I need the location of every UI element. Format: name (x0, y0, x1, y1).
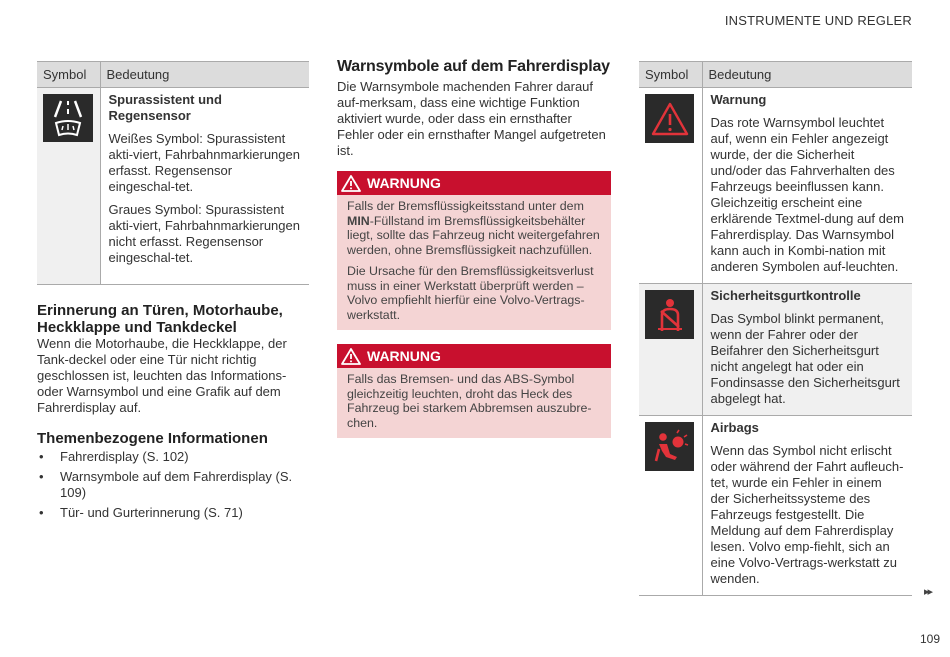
row-title: Warnung (710, 92, 767, 107)
seatbelt-icon (645, 290, 694, 339)
next-page-arrows[interactable]: ▸▸ (924, 586, 932, 598)
warning-text: Die Ursache für den Bremsflüssigkeitsverlust muss in einer Werkstatt überprüft werden – Volvo empfiehlt hierfür eine Volvo-Vertrags-werkstatt. (347, 264, 594, 322)
table-row-empty (37, 274, 309, 284)
col-header-symbol: Symbol (639, 62, 702, 88)
warning-body (337, 368, 611, 438)
related-info-list (37, 449, 309, 521)
table-row (37, 88, 309, 275)
lane-assist-rain-sensor-icon (43, 94, 93, 142)
row-text: Weißes Symbol: Spurassistent akti-viert, Fahrbahnmarkierungen erfasst. Regensensor eingeschal-tet. (108, 131, 300, 194)
row-title: Spurassistent und Regensensor (108, 92, 222, 123)
warning-triangle-icon (645, 94, 694, 143)
warning-text-part: -Füllstand im Bremsflüssigkeitsbehälter liegt, sollte das Fahrzeug nicht weitergefahren werden, ohne Bremsflüssigkeit nachzufüllen. (347, 213, 600, 257)
related-info-heading: Themenbezogene Informationen (37, 429, 268, 447)
related-link-driver-display[interactable]: • Fahrerdisplay (S. 102) (37, 449, 309, 465)
symbol-table-left (37, 61, 309, 285)
warning-text: Falls das Bremsen- und das ABS-Symbol gleichzeitig leuchten, droht das Heck des Fahrzeug bei starkem Abbremsen auszubre-chen. (347, 372, 592, 430)
reminder-heading: Erinnerung an Türen, Motorhaube, Heckklappe und Tankdeckel (37, 301, 283, 336)
warning-box (337, 344, 611, 438)
warning-body (337, 195, 611, 330)
col-header-meaning: Bedeutung (702, 62, 912, 88)
row-text: Graues Symbol: Spurassistent akti-viert, Fahrbahnmarkierungen nicht erfasst. Regensensor eingeschal-tet. (108, 202, 300, 265)
warning-triangle-icon (341, 175, 361, 192)
warning-header (337, 344, 611, 368)
right-column (639, 61, 912, 596)
warning-label: WARNUNG (367, 348, 441, 364)
related-link-door-belt-reminder[interactable]: • Tür- und Gurterinnerung (S. 71) (37, 505, 309, 521)
warning-text-part: Falls der Bremsflüssigkeitsstand unter dem (347, 199, 584, 213)
col-header-symbol: Symbol (37, 62, 100, 88)
left-column (37, 61, 309, 525)
warning-text-bold: MIN (347, 213, 370, 228)
warning-symbols-intro: Die Warnsymbole machenden Fahrer darauf auf-merksam, dass eine wichtige Funktion aktiviert wurde, oder dass ein ernsthafter Fehler oder ein ernsthafter Mangel aufgetreten ist. (337, 79, 606, 158)
warning-box (337, 171, 611, 330)
table-row (639, 284, 912, 416)
warning-header (337, 171, 611, 195)
warning-triangle-icon (341, 348, 361, 365)
row-text: Das Symbol blinkt permanent, wenn der Fahrer oder der Beifahrer den Sicherheitsgurt nicht angelegt hat oder ein Fondinsasse den Sicherheitsgurt abgelegt hat. (710, 311, 900, 406)
col-header-meaning: Bedeutung (100, 62, 309, 88)
reminder-text: Wenn die Motorhaube, die Heckklappe, der Tank-deckel oder eine Tür nicht richtig geschlossen ist, leuchten das Informations- oder Warnsymbol und eine Grafik auf dem Fahrerdisplay auf. (37, 335, 287, 415)
row-text: Wenn das Symbol nicht erlischt oder während der Fahrt aufleuch-tet, wurde ein Fehler in einem der Sicherheitssysteme des Fahrzeugs festgestellt. Die Meldung auf dem Fahrerdisplay lesen. Volvo emp-fiehlt, sich an eine Volvo-Vertrags-werkstatt zu wenden. (710, 443, 904, 586)
page-number: 109 (920, 632, 941, 646)
table-row (639, 88, 912, 284)
row-text: Das rote Warnsymbol leuchtet auf, wenn ein Fehler angezeigt wurde, der die Sicherheit und/oder das Fahrverhalten des Fahrzeugs beeinflussen kann. Gleichzeitig erscheint eine erklärende Textmel-dung auf dem Fahrerdisplay. Das Warnsymbol kann auch in Kombi-nation mit anderen Symbolen auf-leuchten. (710, 115, 904, 274)
airbag-icon (645, 422, 694, 471)
row-title: Sicherheitsgurtkontrolle (710, 288, 861, 303)
symbol-table-right (639, 61, 912, 596)
warning-text (347, 199, 601, 257)
warning-label: WARNUNG (367, 175, 441, 191)
row-title: Airbags (710, 420, 759, 435)
table-row (639, 416, 912, 596)
warning-symbols-heading: Warnsymbole auf dem Fahrerdisplay (337, 58, 610, 75)
section-header: INSTRUMENTE UND REGLER (724, 13, 912, 28)
related-link-warning-symbols[interactable]: • Warnsymbole auf dem Fahrerdisplay (S. 109) (37, 469, 309, 501)
middle-column (337, 58, 611, 438)
